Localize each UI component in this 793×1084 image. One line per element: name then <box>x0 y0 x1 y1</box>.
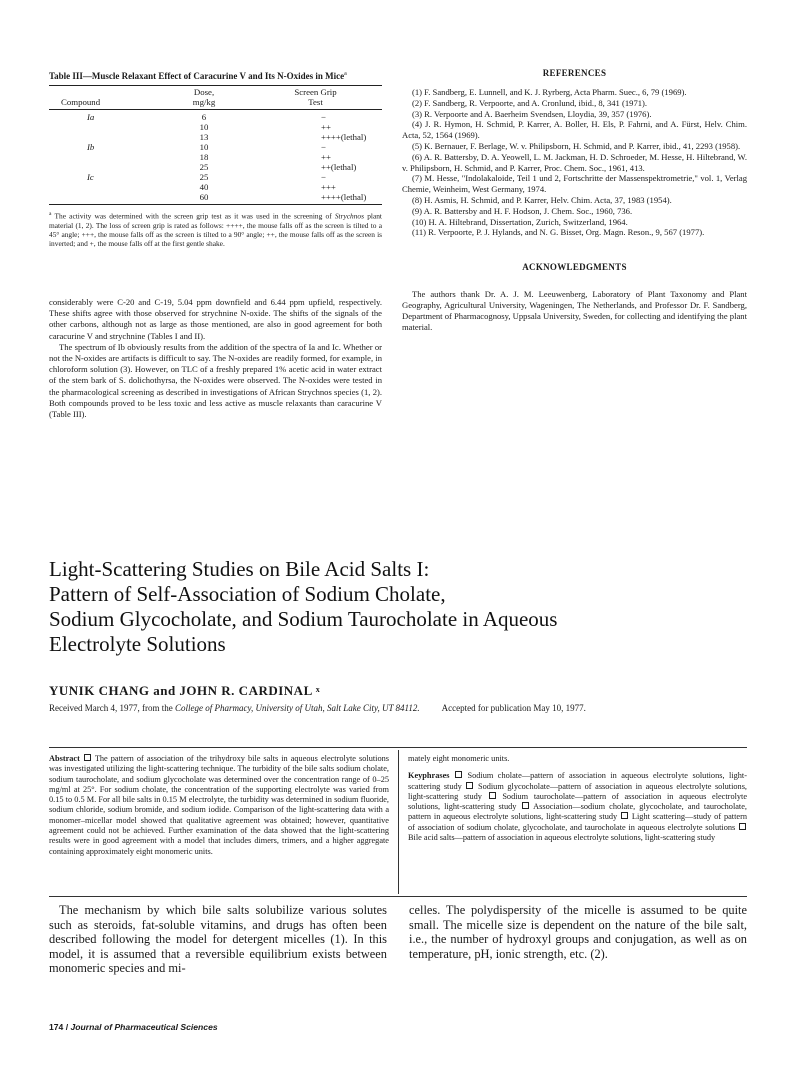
cell-dose: 6 <box>201 112 207 122</box>
keyphrase: Sodium glycocholate—pattern of association in aqueous electrolyte solutions, light-scattering study <box>408 781 747 801</box>
footnote-genus: Strychnos <box>334 211 365 221</box>
footnote-text-1: The activity was determined with the screen grip test as it was used in the screening of <box>51 211 335 221</box>
left-column-text <box>49 297 382 420</box>
cell-dose: 25 <box>199 172 209 182</box>
table-title <box>49 69 382 82</box>
title-line: Electrolyte Solutions <box>49 632 226 656</box>
header-test-line1: Screen Grip <box>294 87 337 97</box>
page-number: 174 <box>49 1022 64 1032</box>
article-title <box>49 557 749 657</box>
paragraph: considerably were C-20 and C-19, 5.04 ppm downfield and 6.44 ppm upfield, respectively. These shifts agree with those observed for strychnine N-oxide. The shifts of the signals of the other carbons, although not as large as those mentioned, are also in good agreement for both caracurine V and strychnine (Tables I and II). <box>49 297 382 341</box>
cell-compound <box>49 152 159 162</box>
keyphrase: Association—sodium cholate, glycocholate, and taurocholate, pattern in aqueous electrolyte solutions, light-scattering study <box>408 802 747 822</box>
reference-item: (4) J. R. Hymon, H. Schmid, P. Karrer, A. Boller, H. Els, P. Fahrni, and A. Fürst, Helv. Chim. Acta, 52, 1564 (1969). <box>402 119 747 141</box>
square-bullet-icon <box>489 792 496 799</box>
cell-dose: 13 <box>199 132 209 142</box>
reference-item: (3) R. Verpoorte and A. Baerheim Svendsen, Lloydia, 39, 357 (1976). <box>412 108 652 119</box>
cell-compound <box>49 192 159 202</box>
footnote-mark: a <box>49 211 52 217</box>
cell-dose: 18 <box>199 152 209 162</box>
keyphrase: Light scattering—study of pattern of association of sodium cholate, glycocholate, and taurocholate in aqueous electrolyte solutions <box>408 812 747 832</box>
author-mark: x <box>315 685 321 694</box>
square-bullet-icon <box>522 802 529 809</box>
table-row <box>49 132 382 142</box>
accepted-text: Accepted for publication May 10, 1977. <box>441 703 586 713</box>
cell-dose: 10 <box>199 122 209 132</box>
cell-dose: 10 <box>199 142 209 152</box>
cell-compound: Ic <box>87 172 94 182</box>
table-header-row <box>49 86 382 108</box>
cell-dose: 25 <box>199 162 209 172</box>
abstract <box>49 754 389 857</box>
cell-test: ++ <box>321 122 331 132</box>
keyphrase: Sodium cholate—pattern of association in aqueous electrolyte solutions, light-scattering study <box>408 771 747 791</box>
header-dose-line2: mg/kg <box>192 97 216 107</box>
page-footer <box>49 1022 218 1032</box>
cell-compound <box>49 182 159 192</box>
journal-name: Journal of Pharmaceutical Sciences <box>70 1022 218 1032</box>
keyphrase: Bile acid salts—pattern of association in aqueous electrolyte solutions, light-scattering study <box>408 833 716 843</box>
cell-compound <box>49 132 159 142</box>
affiliation: College of Pharmacy, University of Utah, Salt Lake City, UT 84112. <box>174 703 420 713</box>
table-bottom-rule <box>49 204 382 205</box>
reference-item: (11) R. Verpoorte, P. J. Hylands, and N. G. Bisset, Org. Magn. Reson., 9, 567 (1977). <box>412 227 705 238</box>
cell-compound: Ib <box>87 142 95 152</box>
references-heading: REFERENCES <box>542 68 607 78</box>
keyphrase: Sodium taurocholate—pattern of association in aqueous electrolyte solutions, light-scattering study <box>408 791 748 812</box>
abstract-tail: mately eight monomeric units. <box>408 754 510 763</box>
cell-dose: 40 <box>199 182 209 192</box>
square-bullet-icon <box>739 823 746 830</box>
paragraph: The spectrum of Ib obviously results from the addition of the spectra of Ia and Ic. Whether or not the N-oxides are artifacts is difficult to say. The N-oxides are readily formed, for example, in chloroform solution (3). However, on TLC of a freshly prepared 1% acetic acid in water extract of the stem bark of S. dolichothyrsa, the N-oxides were observed. The N-oxides were tested in the pharmacological screening as described in investigations of African Strychnos species (1, 2). Both compounds proved to be less toxic and less active as muscle relaxants than caracurine V (Table III). <box>49 341 382 420</box>
body-right-column: celles. The polydispersity of the micelle is assumed to be quite small. The micelle size is dependent on the nature of the bile salt, i.e., the number of hydroxyl groups and conjugation, as well as on temperature, pH, ionic strength, etc. (2). <box>409 903 747 961</box>
keyphrases <box>408 754 747 843</box>
cell-test: ++(lethal) <box>321 162 357 172</box>
header-dose <box>159 86 249 108</box>
authors <box>49 683 320 699</box>
table-grid <box>49 86 382 202</box>
cell-compound: Ia <box>87 112 95 122</box>
cell-test: ++++(lethal) <box>321 132 367 142</box>
body-left-column: The mechanism by which bile salts solubilize various solutes such as steroids, fat-soluble vitamins, and drugs has often been described following the model for detergent micelles (1). In this model, it is assumed that a reversible equilibrium exists between monomeric species and mi- <box>49 903 387 976</box>
table-title-text: Table III—Muscle Relaxant Effect of Caracurine V and Its N-Oxides in Mice <box>49 71 345 81</box>
table-row <box>49 192 382 202</box>
table-row <box>49 152 382 162</box>
header-dose-line1: Dose, <box>193 87 215 97</box>
authors-text: YUNIK CHANG and JOHN R. CARDINAL <box>49 683 313 698</box>
table-row <box>49 122 382 132</box>
acknowledgments-heading: ACKNOWLEDGMENTS <box>522 262 627 273</box>
footnote-text-2: plant material (1, 2). The loss of screen grip is rated as follows: ++++, the mouse falls off as the screen is tilted to a 45° angle; +++, the mouse falls off as the screen is tilted to a 90° angle; ++, the mouse falls off as the screen is inverted; and +, the mouse falls off at the first gentle shake. <box>49 211 382 249</box>
table-row <box>49 142 382 152</box>
table-row <box>49 172 382 182</box>
abstract-text: The pattern of association of the trihydroxy bile salts in aqueous electrolyte solutions was investigated utilizing the light-scattering technique. The turbidity of the bile salts sodium cholate, sodium taurocholate, and sodium glycocholate was determined over the concentration range of 0–25 mg/ml at 25°. For sodium cholate, the concentration of the supporting electrolyte was varied from 0.15 to 0.5 M. For all bile salts in 0.15 M electrolyte, the turbidity was determined in sodium fluoride, sodium chloride, sodium bromide, and sodium iodide. Comparison of the light-scattering data with a monomer–micellar model showed that qualitative agreement was obtained; however, quantitative agreement could not be achieved. Further examination of the data showed that the light-scattering results were in good agreement with a model that includes dimers, trimers, and a higher aggregate containing approximately eight monomeric units. <box>49 754 389 856</box>
table-title-footnote-mark: a <box>344 71 347 77</box>
abstract-label: Abstract <box>49 754 80 763</box>
table-footnote <box>49 210 382 249</box>
square-bullet-icon <box>455 771 462 778</box>
square-bullet-icon <box>84 754 91 761</box>
abstract-box <box>49 747 747 897</box>
table-row <box>49 112 382 122</box>
title-line: Pattern of Self-Association of Sodium Cholate, <box>49 582 446 606</box>
cell-compound <box>49 162 159 172</box>
footer-separator: / <box>63 1022 71 1032</box>
reference-item: (9) A. R. Battersby and H. F. Hodson, J. Chem. Soc., 1960, 736. <box>412 205 633 216</box>
received-line <box>49 703 749 714</box>
keyphrases-label: Keyphrases <box>408 771 450 781</box>
cell-test: ++ <box>321 152 331 162</box>
header-test <box>249 86 382 108</box>
cell-test: +++ <box>321 182 336 192</box>
received-text: Received March 4, 1977, from the <box>49 703 175 713</box>
reference-item: (6) A. R. Battersby, D. A. Yeowell, L. M. Jackman, H. D. Schroeder, M. Hesse, H. Hiltebrand, W. v. Philipsborn, H. Schmid, and P. Karrer, Proc. Chem. Soc., 1961, 413. <box>402 151 747 173</box>
reference-item: (8) H. Asmis, H. Schmid, and P. Karrer, Helv. Chim. Acta, 37, 1983 (1954). <box>412 194 672 205</box>
cell-compound <box>49 122 159 132</box>
references-section <box>402 68 747 332</box>
acknowledgments-text: The authors thank Dr. A. J. M. Leeuwenberg, Laboratory of Plant Taxonomy and Plant Geography, Agricultural University, Wageningen, The Netherlands, and Professor Dr. F. Sandberg, Department of Pharmacognosy, Uppsala University, Sweden, for collecting and identifying the plant material. <box>402 289 747 332</box>
square-bullet-icon <box>466 782 473 789</box>
table-row <box>49 162 382 172</box>
title-line: Light-Scattering Studies on Bile Acid Salts I: <box>49 557 430 581</box>
table-header-rule <box>49 109 382 110</box>
table-row <box>49 182 382 192</box>
header-test-line2: Test <box>308 97 323 107</box>
reference-item: (10) H. A. Hiltebrand, Dissertation, Zurich, Switzerland, 1964. <box>412 216 628 227</box>
reference-item: (2) F. Sandberg, R. Verpoorte, and A. Cronlund, ibid., 8, 341 (1971). <box>412 97 648 108</box>
cell-test: − <box>321 172 326 182</box>
column-divider <box>398 750 399 894</box>
cell-test: − <box>321 112 326 122</box>
header-compound: Compound <box>61 97 101 107</box>
cell-dose: 60 <box>199 192 209 202</box>
title-line: Sodium Glycocholate, and Sodium Taurocholate in Aqueous <box>49 607 558 631</box>
cell-test: ++++(lethal) <box>321 192 367 202</box>
cell-test: − <box>321 142 326 152</box>
reference-item: (5) K. Bernauer, F. Berlage, W. v. Philipsborn, H. Schmid, and P. Karrer, ibid., 41, 2293 (1958). <box>412 140 741 151</box>
reference-item: (1) F. Sandberg, E. Lunnell, and K. J. Ryrberg, Acta Pharm. Suec., 6, 79 (1969). <box>412 87 687 97</box>
square-bullet-icon <box>621 812 628 819</box>
table-iii <box>49 69 382 249</box>
reference-item: (7) M. Hesse, "Indolakaloide, Teil 1 und 2, Fortschritte der Massenspektrometrie," vol. 1, Verlag Chemie, Weinheim, West Germany, 1974. <box>402 173 747 195</box>
